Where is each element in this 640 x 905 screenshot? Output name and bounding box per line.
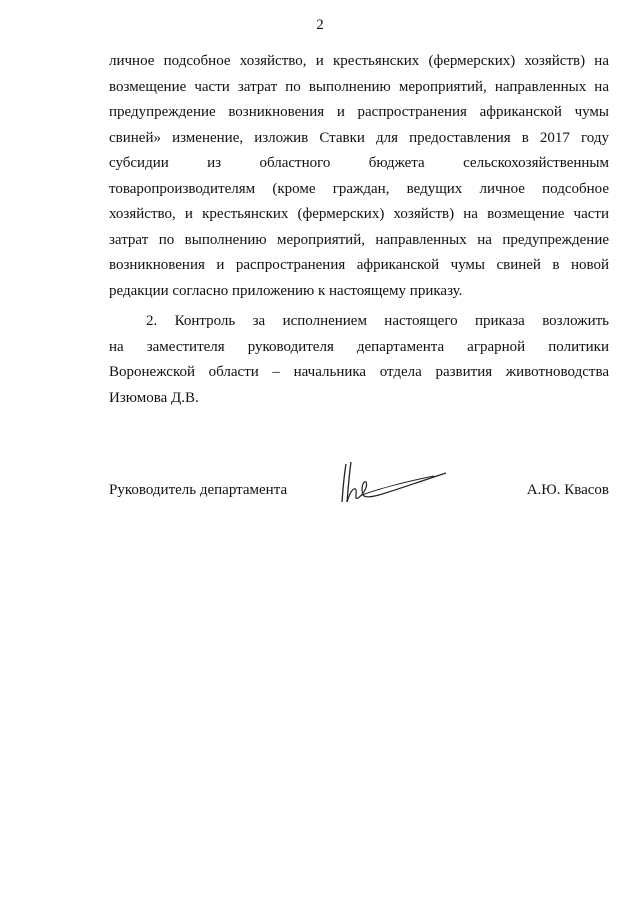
paragraph-line: возникновения и распространения африканской чумы свиней в новой xyxy=(109,257,609,273)
paragraph-1 xyxy=(109,49,609,304)
paragraph-line: субсидии из областного бюджета сельскохозяйственным xyxy=(109,155,609,171)
paragraph-line: на заместителя руководителя департамента аграрной политики xyxy=(109,338,609,355)
paragraph-line: Воронежской области – начальника отдела развития животноводства xyxy=(109,364,609,380)
paragraph-line: товаропроизводителям (кроме граждан, ведущих личное подсобное xyxy=(109,180,609,197)
paragraph-line: редакции согласно приложению к настоящему приказу. xyxy=(109,282,463,299)
paragraph-line: предупреждение возникновения и распространения африканской чумы xyxy=(109,104,609,120)
paragraph-line: Изюмова Д.В. xyxy=(109,389,199,406)
paragraph-line: личное подсобное хозяйство, и крестьянских (фермерских) хозяйств) на xyxy=(109,53,609,69)
page-number: 2 xyxy=(316,17,324,33)
paragraph-2 xyxy=(109,309,609,411)
paragraph-line: хозяйство, и крестьянских (фермерских) хозяйств) на возмещение части xyxy=(109,206,609,222)
handwritten-signature xyxy=(334,456,449,516)
signatory-name: А.Ю. Квасов xyxy=(526,482,609,498)
paragraph-line: свиней» изменение, изложив Ставки для предоставления в 2017 году xyxy=(109,129,609,146)
signatory-title: Руководитель департамента xyxy=(109,482,288,498)
signature-block xyxy=(109,476,609,516)
paragraph-line: затрат по выполнению мероприятий, направленных на предупреждение xyxy=(109,231,609,248)
paragraph-line: 2. Контроль за исполнением настоящего приказа возложить xyxy=(146,313,609,329)
document-body xyxy=(109,49,609,411)
paragraph-line: возмещение части затрат по выполнению мероприятий, направленных на xyxy=(109,78,609,95)
